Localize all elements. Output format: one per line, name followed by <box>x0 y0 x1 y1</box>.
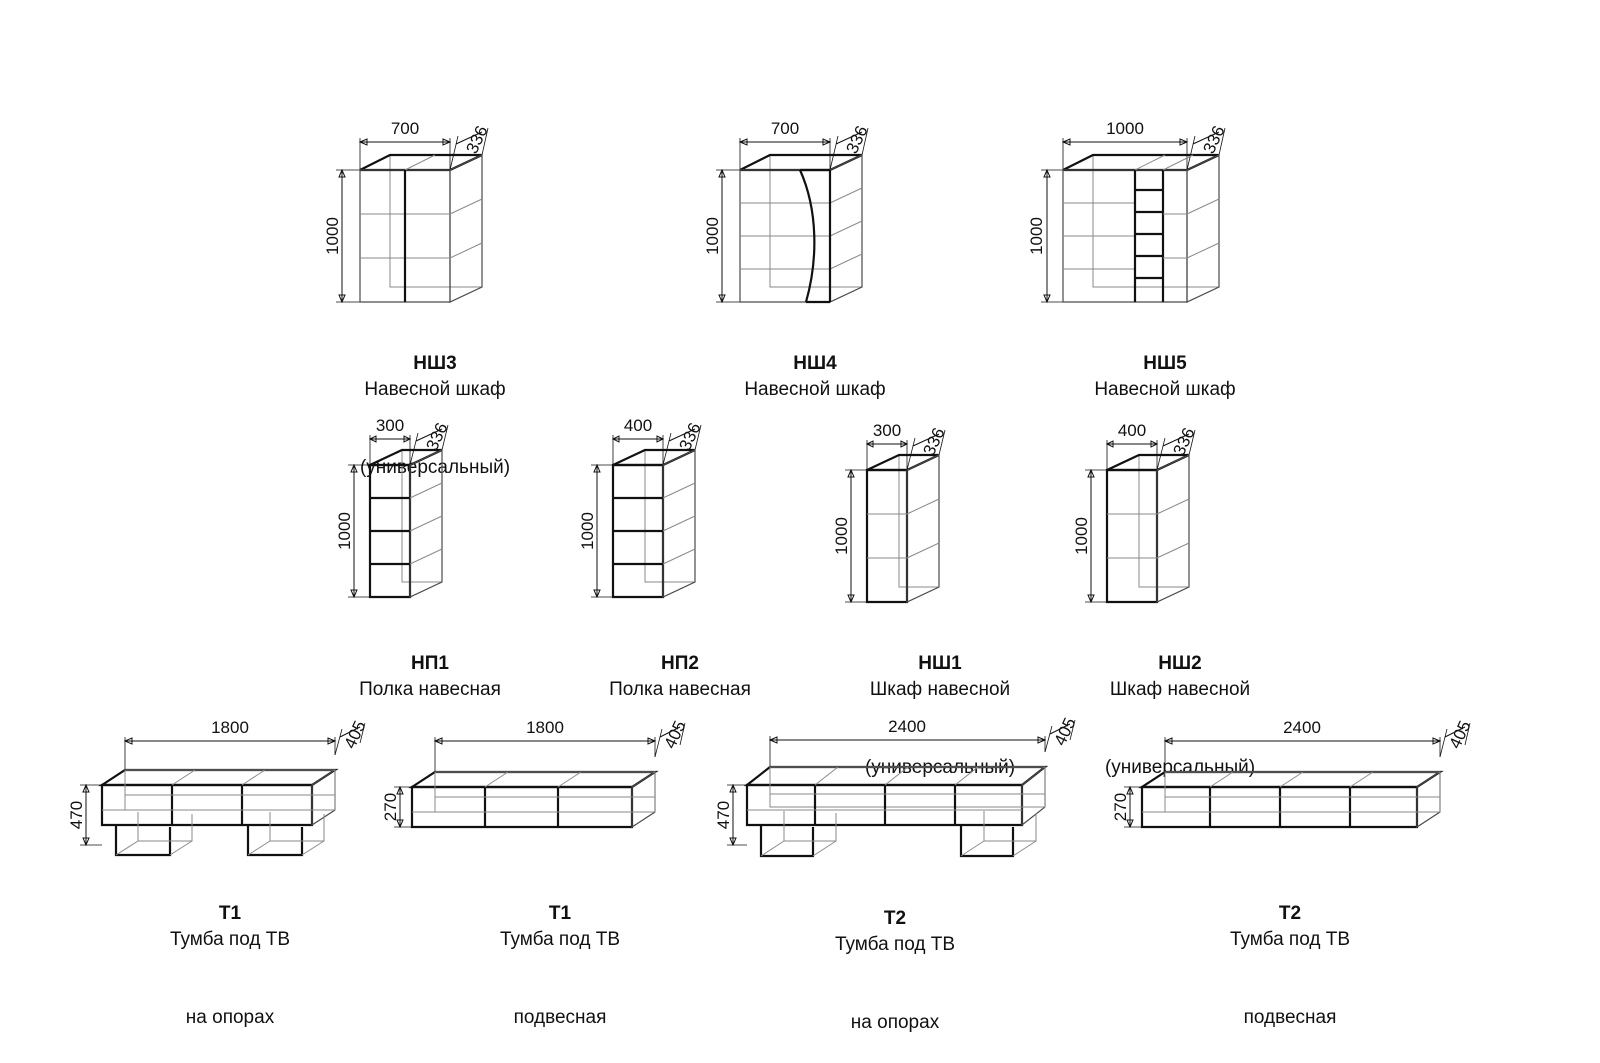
name-nsh1: Шкаф навесной <box>869 679 1011 700</box>
caption-nsh5 <box>990 325 1340 403</box>
caption-t2-opory <box>745 880 1045 1036</box>
dim-width-nsh4: 700 <box>770 119 800 138</box>
dim-depth-nsh4: 336 <box>842 122 872 157</box>
code-nsh1: НШ1 <box>918 653 962 674</box>
name2-nsh2: (универсальный) <box>1104 757 1256 778</box>
drawing-t2-opory <box>714 710 1085 880</box>
dim-width-np2: 400 <box>623 416 653 435</box>
dim-height-t1-podvesnaya: 270 <box>381 792 400 822</box>
product-np1 <box>335 415 520 700</box>
code-t2-podvesnaya: Т2 <box>1278 903 1302 924</box>
dim-depth-t2-opory: 405 <box>1050 714 1080 749</box>
dim-depth-nsh1: 336 <box>919 424 949 459</box>
dim-width-nsh3: 700 <box>390 119 420 138</box>
name2-nsh1: (универсальный) <box>864 757 1016 778</box>
dim-width-np1: 300 <box>375 416 405 435</box>
drawing-t1-podvesnaya <box>381 715 700 875</box>
name-t1-podvesnaya: Тумба под ТВ <box>499 929 621 950</box>
dim-width-nsh1: 300 <box>872 421 902 440</box>
product-t2-opory <box>714 710 1085 1033</box>
caption-nsh4 <box>630 325 1000 403</box>
dim-height-nsh4: 1000 <box>703 217 722 255</box>
name-nsh3: Навесной шкаф <box>364 379 506 400</box>
code-np1: НП1 <box>411 653 449 674</box>
product-nsh2 <box>1072 415 1265 778</box>
dim-height-nsh5: 1000 <box>1027 217 1046 255</box>
drawing-t2-podvesnaya <box>1111 715 1490 875</box>
name2-t1-opory: на опорах <box>185 1007 275 1028</box>
drawing-nsh5 <box>1027 110 1275 320</box>
dim-height-t1-opory: 470 <box>67 800 86 830</box>
dim-height-np2: 1000 <box>578 512 597 550</box>
dim-height-t2-opory: 470 <box>714 800 733 830</box>
code-nsh4: НШ4 <box>793 353 837 374</box>
dim-depth-np2: 336 <box>675 419 705 454</box>
caption-t2-podvesnaya <box>1130 875 1450 1031</box>
name2-t1-podvesnaya: подвесная <box>513 1007 607 1028</box>
drawing-nsh4 <box>703 110 920 320</box>
code-nsh5: НШ5 <box>1143 353 1187 374</box>
drawing-nsh2 <box>1072 415 1265 615</box>
name2-t2-opory: на опорах <box>850 1012 940 1033</box>
caption-t1-opory <box>80 875 380 1031</box>
drawing-nsh3 <box>323 110 540 320</box>
code-t1-opory: Т1 <box>218 903 242 924</box>
dim-width-nsh2: 400 <box>1117 421 1147 440</box>
code-t1-podvesnaya: Т1 <box>548 903 572 924</box>
code-t2-opory: Т2 <box>883 908 907 929</box>
name-nsh2: Шкаф навесной <box>1109 679 1251 700</box>
dim-height-nsh1: 1000 <box>832 517 851 555</box>
product-np2 <box>578 415 765 700</box>
dim-width-nsh5: 1000 <box>1106 119 1144 138</box>
drawing-np1 <box>335 415 520 615</box>
name2-t2-podvesnaya: подвесная <box>1243 1007 1337 1028</box>
dim-height-nsh3: 1000 <box>323 217 342 255</box>
code-np2: НП2 <box>661 653 699 674</box>
dim-depth-np1: 336 <box>422 419 452 454</box>
dim-width-t1-podvesnaya: 1800 <box>526 718 564 737</box>
drawing-nsh1 <box>832 415 1025 615</box>
dim-width-t2-opory: 2400 <box>888 717 926 736</box>
dim-width-t1-opory: 1800 <box>211 718 249 737</box>
product-nsh4 <box>703 110 920 400</box>
dim-depth-t1-podvesnaya: 405 <box>660 717 690 752</box>
dim-depth-nsh3: 336 <box>462 122 492 157</box>
name-nsh4: Навесной шкаф <box>744 379 886 400</box>
dim-width-t2-podvesnaya: 2400 <box>1283 718 1321 737</box>
dim-depth-nsh5: 336 <box>1199 122 1229 157</box>
name-t2-opory: Тумба под ТВ <box>834 934 956 955</box>
dim-height-np1: 1000 <box>335 512 354 550</box>
product-t1-podvesnaya <box>381 715 700 1028</box>
dim-height-t2-podvesnaya: 270 <box>1111 792 1130 822</box>
code-nsh2: НШ2 <box>1158 653 1202 674</box>
dim-depth-t1-opory: 405 <box>340 717 370 752</box>
drawing-t1-opory <box>67 715 370 875</box>
name-t2-podvesnaya: Тумба под ТВ <box>1229 929 1351 950</box>
name-t1-opory: Тумба под ТВ <box>169 929 291 950</box>
drawing-np2 <box>578 415 765 615</box>
name-np1: Полка навесная <box>359 679 501 700</box>
name2-nsh3: (универсальный) <box>359 457 511 478</box>
dim-depth-t2-podvesnaya: 405 <box>1445 717 1475 752</box>
product-t1-opory <box>67 715 370 1028</box>
code-nsh3: НШ3 <box>413 353 457 374</box>
name-np2: Полка навесная <box>609 679 751 700</box>
caption-t1-podvesnaya <box>410 875 710 1031</box>
product-nsh5 <box>1027 110 1275 400</box>
name-nsh5: Навесной шкаф <box>1094 379 1236 400</box>
dim-depth-nsh2: 336 <box>1169 424 1199 459</box>
dim-height-nsh2: 1000 <box>1072 517 1091 555</box>
product-t2-podvesnaya <box>1111 715 1490 1028</box>
